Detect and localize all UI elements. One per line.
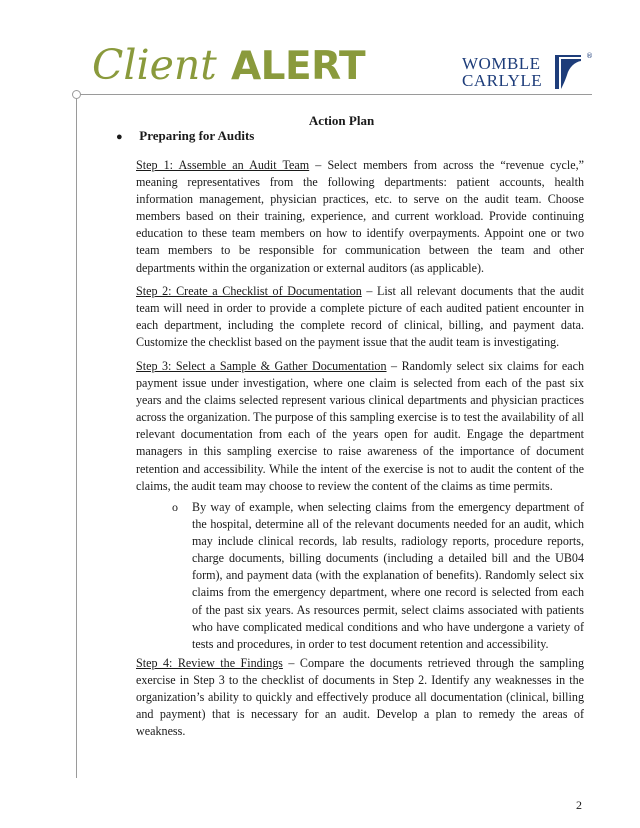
title-client: Client [92,41,217,89]
bullet-label: Preparing for Audits [139,128,255,143]
title-alert: ALERT [231,44,366,89]
step-1-body: – Select members from across the “revenue cycle,” meaning representatives from the following departments: patient accounts, health information management, physician practices, etc. to serve on the audit team. Choose members based on their training, experience, and current workload. Provide continuing education to these team members on how to identify overpayments. Appoint one or two team members to be responsible for communication between the team and other departments within the organization or external auditors (as applicable). [136,158,584,275]
step-2-paragraph [136,283,584,351]
step-2-heading: Step 2: Create a Checklist of Documentation [136,284,362,298]
step-3-paragraph [136,358,584,495]
page-number: 2 [576,798,582,812]
header-rule [76,94,592,95]
step-2-body: – List all relevant documents that the audit team will need in order to provide a complete picture of each audited patient encounter in each department, including the complete record of clinical, billing, and payment data. Customize the checklist based on the payment issue that the audit team is investigating. [136,284,584,350]
rule-corner-ornament [72,90,81,99]
sub-item-text: By way of example, when selecting claims from the emergency department of the hospital, determine all of the relevant documents needed for an audit, which may include clinical records, lab results, radiology reports, procedure reports, charge documents, billing documents (including a detailed bill and the UB04 form), and payment data (with the explanation of benefits). Randomly select six claims from the emergency department, where one record is selected from each of the past six years. As resources permit, select claims associated with patients who have complicated medical conditions and who have undergone a variety of tests and procedures, in order to test document retention and accessibility. [192,500,584,651]
logo-line-1: WOMBLE [462,54,541,73]
bullet-icon: ● [116,131,123,143]
step-3-heading: Step 3: Select a Sample & Gather Documentation [136,359,387,373]
logo-line-2: CARLYLE [462,71,543,90]
sub-item-marker: o [172,500,178,514]
margin-rule [76,94,77,778]
section-title: Action Plan [308,113,375,128]
client-alert-title [92,40,365,92]
bullet-item [116,128,254,145]
womble-carlyle-logo [462,52,593,91]
step-4-body: – Compare the documents retrieved through the sampling exercise in Step 3 to the checklist of documents in Step 2. Identify any weaknesses in the organization’s ability to quickly and effectively produce all documentation (clinical, billing and payment) that is necessary for an audit. Develop a plan to remedy the areas of weakness. [136,656,584,739]
logo-registered-mark: ® [586,52,593,60]
step-3-body: – Randomly select six claims for each payment issue under investigation, where one claim is selected from each of the past six years and the claims selected represent various clinical departments and physician practices across the organization. The purpose of this sampling exercise is to test the availability of all relevant documentation from each of the years open for audit. Engage the department managers in this sampling exercise to raise awareness of the importance of document retention and accessibility. While the intent of the exercise is not to audit the content of the claims, the audit team may choose to review the content of the claims as time permits. [136,359,584,493]
logo-emblem-icon [555,55,587,89]
step-1-heading: Step 1: Assemble an Audit Team [136,158,310,172]
step-1-paragraph [136,157,584,277]
step-4-heading: Step 4: Review the Findings [136,656,283,670]
step-4-paragraph [136,655,584,740]
